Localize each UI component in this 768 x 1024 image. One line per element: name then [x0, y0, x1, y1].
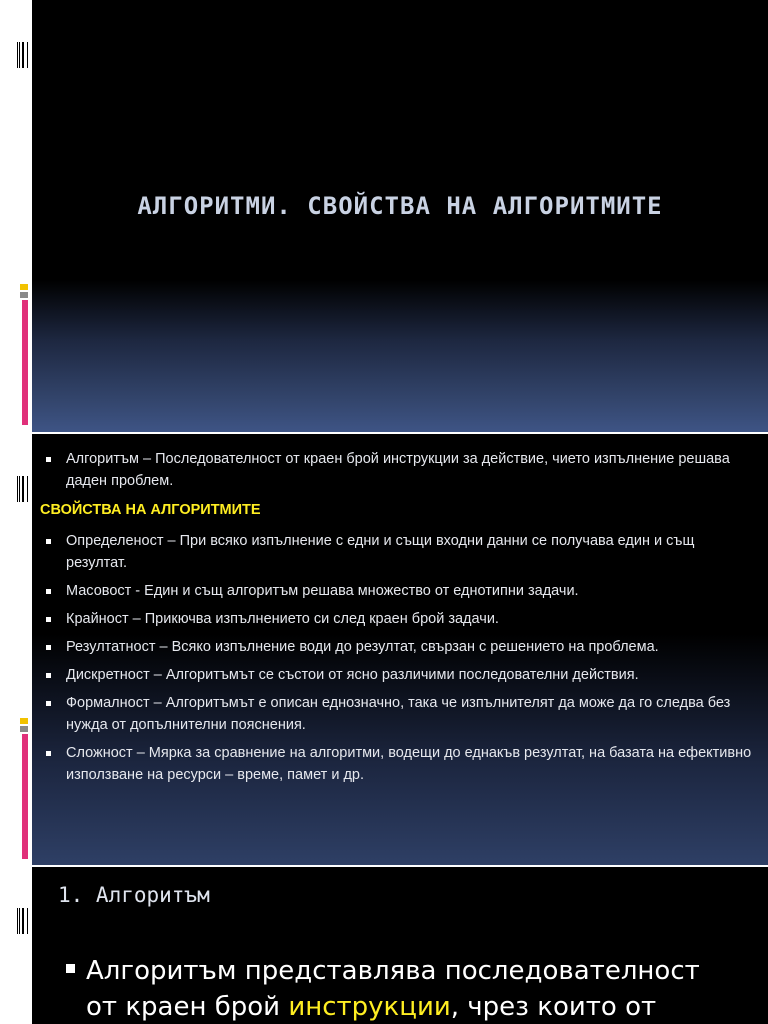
- slide-title: АЛГОРИТМИ. СВОЙСТВА НА АЛГОРИТМИТЕ: [137, 192, 663, 220]
- list-item: Масовост - Един и същ алгоритъм решава множество от еднотипни задачи.: [32, 580, 768, 602]
- list-item: Алгоритъм – Последователност от краен брой инструкции за действие, чието изпълнение решава даден проблем.: [32, 448, 768, 492]
- color-chip-decoration: [20, 292, 28, 298]
- properties-list: [32, 530, 768, 792]
- list-item: Дискретност – Алгоритъмът се състои от ясно различими последователни действия.: [32, 664, 768, 686]
- pink-bar-decoration: [22, 300, 28, 425]
- pink-bar-decoration: [22, 734, 28, 859]
- list-item: Определеност – При всяко изпълнение с едни и същи входни данни се получава един и същ резултат.: [32, 530, 768, 574]
- list-item: Резултатност – Всяко изпълнение води до резултат, свързан с решението на проблема.: [32, 636, 768, 658]
- barcode-decoration: [15, 42, 29, 68]
- barcode-decoration: [15, 476, 29, 502]
- bullet-text: Алгоритъм представлява последователност от краен брой: [86, 956, 700, 1022]
- list-item: Сложност – Мярка за сравнение на алгоритми, водещи до еднакъв резултат, на базата на ефективно използване на ресурси – време, памет и др.: [32, 742, 768, 786]
- list-item: Крайност – Прикючва изпълнението си след краен брой задачи.: [32, 608, 768, 630]
- bullet-list: [32, 953, 768, 1024]
- left-decoration: [0, 0, 32, 1024]
- section-heading: СВОЙСТВА НА АЛГОРИТМИТЕ: [40, 502, 261, 518]
- algorithm-slide: [32, 867, 768, 1024]
- properties-slide: [32, 434, 768, 865]
- slide-title: 1. Алгоритъм: [58, 883, 210, 907]
- list-item: Формалност – Алгоритъмът е описан еднозначно, така че изпълнителят да може да го следва без нужда от допълнителни пояснения.: [32, 692, 768, 736]
- color-chip-decoration: [20, 284, 28, 290]
- title-slide: [32, 0, 768, 432]
- color-chip-decoration: [20, 718, 28, 724]
- bullet-text: , чрез които от: [450, 992, 657, 1022]
- barcode-decoration: [15, 908, 29, 934]
- color-chip-decoration: [20, 726, 28, 732]
- highlighted-term: инструкции: [288, 992, 451, 1022]
- list-item: [32, 953, 768, 1024]
- definition-list: [32, 448, 768, 498]
